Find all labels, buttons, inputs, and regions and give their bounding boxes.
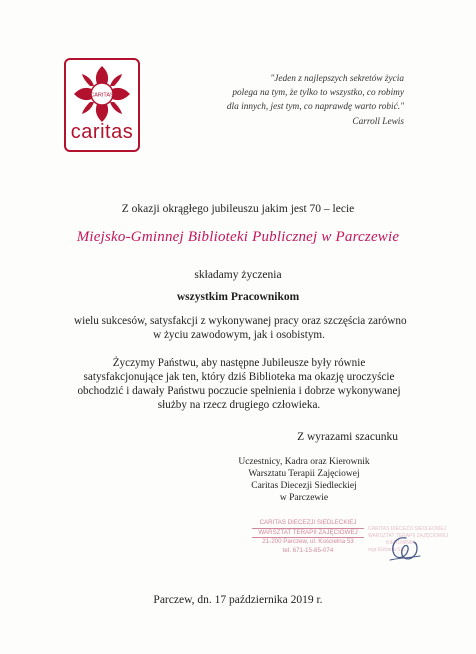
stamp-line: CARITAS DIECEZJI SIEDLECKIEJ [368, 526, 447, 532]
stamp-line: CARITAS DIECEZJI SIEDLECKIEJ [252, 519, 364, 529]
signer-line: Warsztatu Terapii Zajęciowej [248, 469, 360, 479]
paragraph-line: służby na rzecz drugiego człowieka. [157, 399, 321, 411]
handwritten-signature [384, 532, 424, 566]
institution-stamp [252, 519, 364, 569]
stamp-line: WARSZTAT TERAPII ZAJĘCIOWEJ [252, 529, 364, 539]
recipients-text: wszystkim Pracownikom [176, 291, 300, 303]
paragraph-line: satysfakcjonujące jak ten, który dziś Biblioteka ma okazję uroczyście [83, 371, 395, 383]
signer-line: Uczestnicy, Kadra oraz Kierownik [238, 457, 370, 467]
stamp-line: WARSZTAT TERAPII ZAJĘCIOWEJ [368, 533, 449, 539]
paragraph-line: w życiu zawodowym, jak i osobistym. [153, 329, 325, 341]
stamp-line: 21-200 Parczew, ul. Kościelna 53 [262, 538, 354, 546]
stamp-line: tel. 671-15-85-074 [282, 546, 334, 554]
caritas-logo [64, 58, 140, 152]
motto-quote [184, 72, 404, 129]
stamp-line: mgr Elżbieta Sta... [368, 547, 409, 553]
library-name: Miejsko-Gminnej Biblioteki Publicznej w Parczewie [76, 229, 400, 245]
wishes-text: składamy życzenia [194, 269, 282, 281]
quote-line: "Jeden z najlepszych sekretów życia [270, 74, 404, 84]
quote-line: polega na tym, że tylko to wszystko, co robimy [232, 88, 404, 98]
quote-line: dla innych, jest tym, co naprawdę warto robić." [226, 102, 404, 112]
intro-text: Z okazji okrągłego jubileuszu jakim jest 70 – lecie [121, 203, 355, 215]
signer-line: Caritas Diecezji Siedleckiej [251, 481, 357, 491]
date-place: Parczew, dn. 17 października 2019 r. [153, 594, 323, 606]
regards-text: Z wyrazami szacunku [297, 431, 398, 443]
paragraph-line: obchodzić i dawały Państwu poczucie spełnienia i dobrze wykonywanej [77, 385, 401, 397]
wishes-paragraph-2 [74, 356, 404, 412]
wishes-paragraph-1 [74, 314, 407, 342]
stamp-line: KIEROWNIK [386, 540, 415, 546]
signers-block [224, 456, 384, 504]
logo-wordmark: caritas [70, 121, 134, 143]
caritas-cross-icon [72, 64, 132, 124]
paragraph-line: Życzymy Państwu, aby następne Jubileusze były równie [112, 357, 366, 369]
logo-cross-text: CARITAS [90, 92, 114, 99]
quote-author: Carroll Lewis [352, 117, 404, 127]
signer-line: w Parczewie [279, 493, 329, 503]
paragraph-line: wielu sukcesów, satysfakcji z wykonywanej pracy oraz szczęścia zarówno [74, 315, 407, 327]
